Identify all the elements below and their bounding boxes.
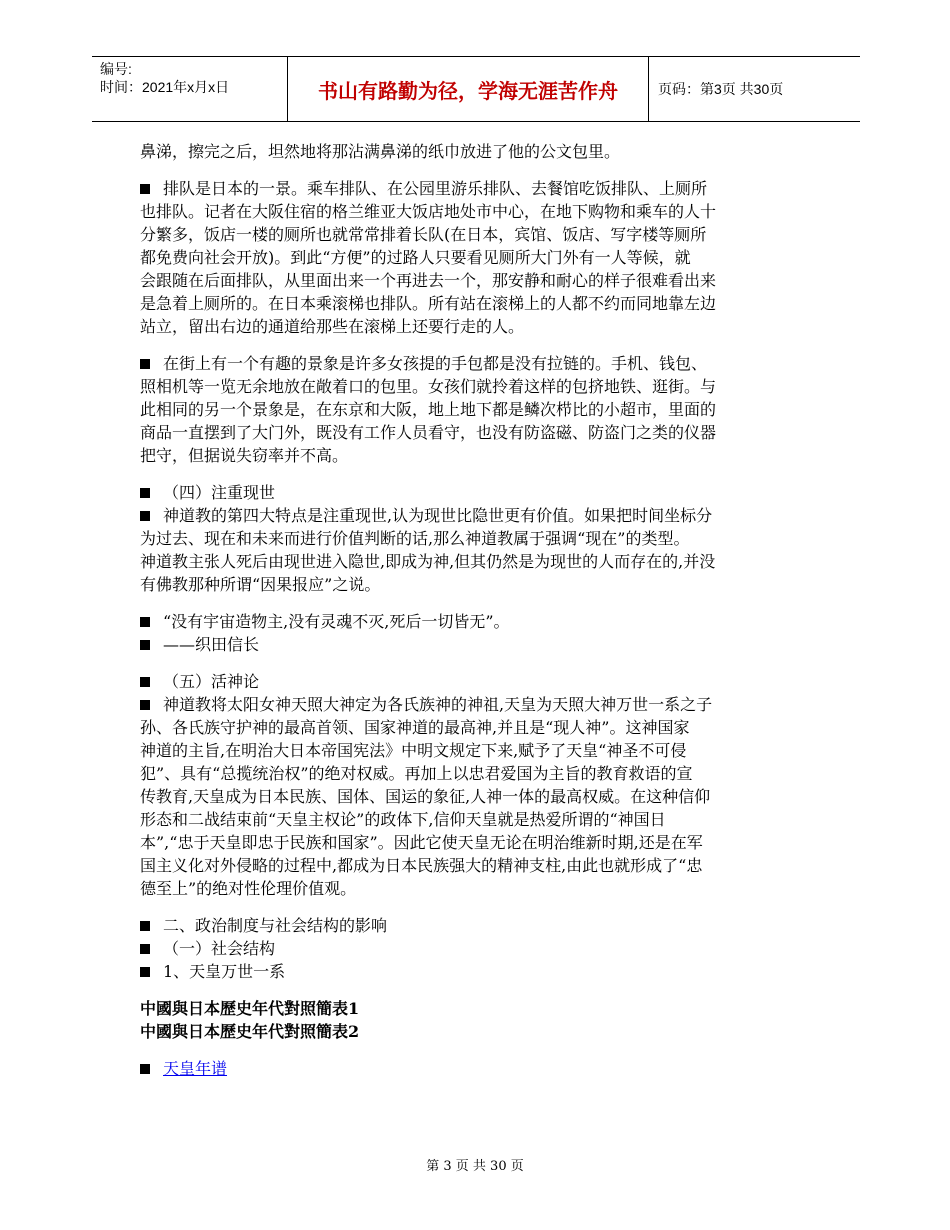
quote-author: ——织田信长 xyxy=(140,633,812,656)
text-line: 分繁多，饭店一楼的厕所也就常常排着长队(在日本，宾馆、饭店、写字楼等厕所 xyxy=(140,225,707,244)
text-line: 神道教主张人死后由现世进入隐世,即成为神,但其仍然是为现世的人而存在的,并没 xyxy=(140,552,716,571)
text-line: 神道教的第四大特点是注重现世,认为现世比隐世更有价值。如果把时间坐标分 xyxy=(140,504,812,527)
header-bottom-rule xyxy=(92,121,860,122)
paragraph-3 xyxy=(140,352,812,467)
text-line: 孙、各氏族守护神的最高首领、国家神道的最高神,并且是“现人神”。这神国家 xyxy=(140,718,690,737)
header-top-rule xyxy=(92,56,860,57)
bullet-square-icon xyxy=(140,1064,150,1074)
text-line: 传教育,天皇成为日本民族、国体、国运的象征,人神一体的最高权威。在这种信仰 xyxy=(140,787,711,806)
text-line: 是急着上厕所的。在日本乘滚梯也排队。所有站在滚梯上的人都不约而同地靠左边 xyxy=(140,294,717,313)
table-title-1: 中國與日本歷史年代對照簡表1 xyxy=(140,999,360,1018)
heading-subsection-1: （一）社会结构 xyxy=(140,937,812,960)
text-line: 会跟随在后面排队，从里面出来一个再进去一个，那安静和耐心的样子很难看出来 xyxy=(140,271,717,290)
bullet-square-icon xyxy=(140,488,150,498)
header-divider-right xyxy=(648,57,649,121)
bullet-square-icon xyxy=(140,967,150,977)
header-number-label: 编号: xyxy=(100,61,132,77)
text-line: 犯”、具有“总揽统治权”的绝对权威。再加上以忠君爱国为主旨的教育救语的宣 xyxy=(140,764,693,783)
table-title-2: 中國與日本歷史年代對照簡表2 xyxy=(140,1022,360,1041)
text-line: 此相同的另一个景象是，在东京和大阪，地上地下都是鳞次栉比的小超市，里面的 xyxy=(140,400,717,419)
text-line: 形态和二战结束前“天皇主权论”的政体下,信仰天皇就是热爱所谓的“神国日 xyxy=(140,810,666,829)
bullet-square-icon xyxy=(140,617,150,627)
bullet-square-icon xyxy=(140,640,150,650)
bullet-square-icon xyxy=(140,677,150,687)
heading-section-4: （四）注重现世 xyxy=(140,481,812,504)
header-meta xyxy=(100,60,229,96)
text-line: 本”,“忠于天皇即忠于民族和国家”。因此它使天皇无论在明治维新时期,还是在军 xyxy=(140,833,703,852)
bullet-square-icon xyxy=(140,700,150,710)
text-line: 神道的主旨,在明治大日本帝国宪法》中明文规定下来,赋予了天皇“神圣不可侵 xyxy=(140,741,687,760)
text-line: 德至上”的绝对性伦理价值观。 xyxy=(140,879,357,898)
text-line: 神道教将太阳女神天照大神定为各氏族神的神祖,天皇为天照大神万世一系之子 xyxy=(140,693,812,716)
page-footer: 第 3 页 共 30 页 xyxy=(426,1159,524,1174)
heading-chapter-2: 二、政治制度与社会结构的影响 xyxy=(140,914,812,937)
header-time-label: 时间：2021年x月x日 xyxy=(100,79,230,95)
text-line: 有佛教那种所谓“因果报应”之说。 xyxy=(140,575,381,594)
text-line: 在街上有一个有趣的景象是许多女孩提的手包都是没有拉链的。手机、钱包、 xyxy=(140,352,812,375)
bullet-square-icon xyxy=(140,359,150,369)
text-line: 国主义化对外侵略的过程中,都成为日本民族强大的精神支柱,由此也就形成了“忠 xyxy=(140,856,703,875)
header-page-label: 页码：第3页 共30页 xyxy=(658,81,784,97)
text-line: 鼻涕，擦完之后，坦然地将那沾满鼻涕的纸巾放进了他的公文包里。 xyxy=(140,142,621,161)
document-body xyxy=(140,140,812,1080)
text-line: 照相机等一览无余地放在敞着口的包里。女孩们就拎着这样的包挤地铁、逛街。与 xyxy=(140,377,717,396)
paragraph-1 xyxy=(140,140,812,163)
bullet-square-icon xyxy=(140,184,150,194)
bullet-square-icon xyxy=(140,511,150,521)
bullet-square-icon xyxy=(140,921,150,931)
quote-text: “没有宇宙造物主,没有灵魂不灭,死后一切皆无”。 xyxy=(140,610,812,633)
text-line: 排队是日本的一景。乘车排队、在公园里游乐排队、去餐馆吃饭排队、上厕所 xyxy=(140,177,812,200)
text-line: 站立，留出右边的通道给那些在滚梯上还要行走的人。 xyxy=(140,317,525,336)
heading-section-5: （五）活神论 xyxy=(140,670,812,693)
bullet-square-icon xyxy=(140,944,150,954)
paragraph-2 xyxy=(140,177,812,338)
text-line: 把守，但据说失窃率并不高。 xyxy=(140,446,349,465)
paragraph-4 xyxy=(140,504,812,596)
text-line: 商品一直摆到了大门外，既没有工作人员看守，也没有防盗磁、防盗门之类的仪器 xyxy=(140,423,717,442)
paragraph-5 xyxy=(140,693,812,900)
heading-item-1: 1、天皇万世一系 xyxy=(140,960,812,983)
header-motto: 书山有路勤为径，学海无涯苦作舟 xyxy=(318,79,618,103)
text-line: 都免费向社会开放)。到此“方便”的过路人只要看见厕所大门外有一人等候，就 xyxy=(140,248,691,267)
emperor-chronology-item xyxy=(140,1057,812,1080)
emperor-chronology-link[interactable]: 天皇年谱 xyxy=(163,1059,228,1078)
text-line: 也排队。记者在大阪住宿的格兰维亚大饭店地处市中心，在地下购物和乘车的人十 xyxy=(140,202,717,221)
text-line: 为过去、现在和未来而进行价值判断的话,那么神道教属于强调“现在”的类型。 xyxy=(140,529,690,548)
